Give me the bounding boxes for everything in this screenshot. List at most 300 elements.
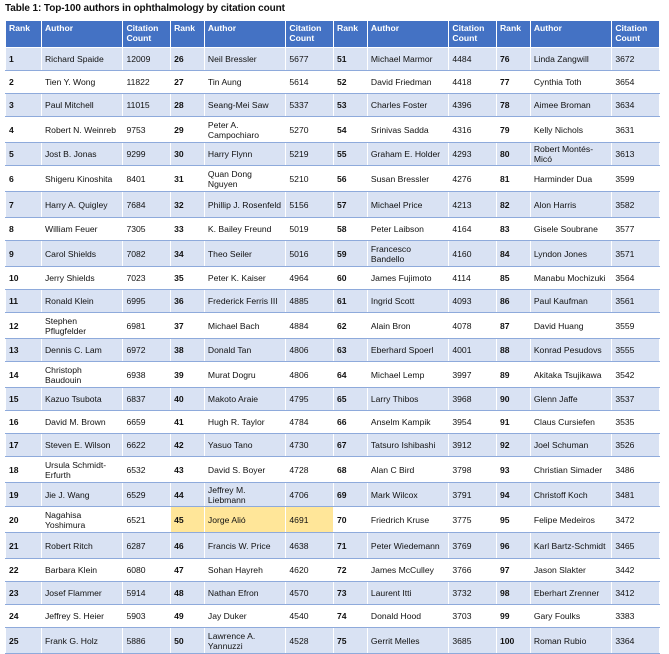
rank-cell: 74 bbox=[334, 605, 368, 628]
table-row bbox=[6, 628, 660, 654]
author-cell: Francis W. Price bbox=[204, 533, 285, 559]
citation-cell: 4001 bbox=[449, 339, 497, 362]
table-row bbox=[6, 192, 660, 218]
rank-cell: 18 bbox=[6, 457, 42, 483]
rank-cell: 62 bbox=[334, 313, 368, 339]
rank-cell: 16 bbox=[6, 411, 42, 434]
rank-cell: 50 bbox=[171, 628, 205, 654]
author-cell: William Feuer bbox=[41, 218, 122, 241]
rank-cell: 48 bbox=[171, 582, 205, 605]
author-cell: Shigeru Kinoshita bbox=[41, 166, 122, 192]
citation-cell: 3571 bbox=[612, 241, 660, 267]
author-cell: Konrad Pesudovs bbox=[530, 339, 611, 362]
author-cell: Manabu Mochizuki bbox=[530, 267, 611, 290]
rank-cell: 85 bbox=[496, 267, 530, 290]
citation-cell: 6532 bbox=[123, 457, 171, 483]
rank-cell: 69 bbox=[334, 483, 368, 507]
rank-cell: 87 bbox=[496, 313, 530, 339]
citation-cell: 4570 bbox=[286, 582, 334, 605]
rank-cell: 45 bbox=[171, 507, 205, 533]
rank-cell: 35 bbox=[171, 267, 205, 290]
author-cell: Christoff Koch bbox=[530, 483, 611, 507]
author-cell: Frank G. Holz bbox=[41, 628, 122, 654]
author-cell: Cynthia Toth bbox=[530, 71, 611, 94]
citation-cell: 3599 bbox=[612, 166, 660, 192]
citation-cell: 4540 bbox=[286, 605, 334, 628]
rank-cell: 79 bbox=[496, 117, 530, 143]
author-cell: Michael Lemp bbox=[367, 362, 448, 388]
table-row bbox=[6, 290, 660, 313]
author-cell: Richard Spaide bbox=[41, 48, 122, 71]
rank-cell: 94 bbox=[496, 483, 530, 507]
citation-cell: 3535 bbox=[612, 411, 660, 434]
rank-cell: 49 bbox=[171, 605, 205, 628]
header-citation: Citation Count bbox=[286, 21, 334, 48]
citation-cell: 5016 bbox=[286, 241, 334, 267]
author-cell: Dennis C. Lam bbox=[41, 339, 122, 362]
author-cell: Friedrich Kruse bbox=[367, 507, 448, 533]
citation-cell: 6659 bbox=[123, 411, 171, 434]
rank-cell: 4 bbox=[6, 117, 42, 143]
author-cell: Carol Shields bbox=[41, 241, 122, 267]
rank-cell: 40 bbox=[171, 388, 205, 411]
rank-cell: 100 bbox=[496, 628, 530, 654]
rank-cell: 84 bbox=[496, 241, 530, 267]
citation-cell: 3383 bbox=[612, 605, 660, 628]
citation-cell: 3954 bbox=[449, 411, 497, 434]
citation-cell: 4806 bbox=[286, 339, 334, 362]
author-cell: Aimee Broman bbox=[530, 94, 611, 117]
author-cell: Michael Bach bbox=[204, 313, 285, 339]
author-cell: Paul Mitchell bbox=[41, 94, 122, 117]
rank-cell: 78 bbox=[496, 94, 530, 117]
author-cell: David Huang bbox=[530, 313, 611, 339]
rank-cell: 17 bbox=[6, 434, 42, 457]
table-row bbox=[6, 411, 660, 434]
author-cell: James McCulley bbox=[367, 559, 448, 582]
citation-cell: 3564 bbox=[612, 267, 660, 290]
citation-cell: 5914 bbox=[123, 582, 171, 605]
table-caption: Table 1: Top-100 authors in ophthalmology by citation count bbox=[5, 3, 285, 14]
rank-cell: 65 bbox=[334, 388, 368, 411]
rank-cell: 95 bbox=[496, 507, 530, 533]
table-body bbox=[6, 48, 660, 654]
citation-cell: 9299 bbox=[123, 143, 171, 166]
author-cell: Jeffrey S. Heier bbox=[41, 605, 122, 628]
citation-cell: 3526 bbox=[612, 434, 660, 457]
citation-cell: 5219 bbox=[286, 143, 334, 166]
header-citation: Citation Count bbox=[612, 21, 660, 48]
citation-cell: 6521 bbox=[123, 507, 171, 533]
author-cell: Michael Marmor bbox=[367, 48, 448, 71]
citation-cell: 5886 bbox=[123, 628, 171, 654]
rank-cell: 99 bbox=[496, 605, 530, 628]
citation-cell: 5903 bbox=[123, 605, 171, 628]
rank-cell: 11 bbox=[6, 290, 42, 313]
author-cell: Peter K. Kaiser bbox=[204, 267, 285, 290]
citation-cell: 3465 bbox=[612, 533, 660, 559]
author-cell: Anselm Kampik bbox=[367, 411, 448, 434]
citation-cell: 3775 bbox=[449, 507, 497, 533]
citation-cell: 3732 bbox=[449, 582, 497, 605]
citation-cell: 4164 bbox=[449, 218, 497, 241]
author-cell: Jay Duker bbox=[204, 605, 285, 628]
rank-cell: 29 bbox=[171, 117, 205, 143]
citation-cell: 5614 bbox=[286, 71, 334, 94]
rank-cell: 9 bbox=[6, 241, 42, 267]
rank-cell: 82 bbox=[496, 192, 530, 218]
rank-cell: 57 bbox=[334, 192, 368, 218]
citation-cell: 7023 bbox=[123, 267, 171, 290]
author-cell: Peter A. Campochiaro bbox=[204, 117, 285, 143]
rank-cell: 28 bbox=[171, 94, 205, 117]
author-cell: Alain Bron bbox=[367, 313, 448, 339]
rank-cell: 12 bbox=[6, 313, 42, 339]
citation-cell: 4728 bbox=[286, 457, 334, 483]
author-cell: Makoto Araie bbox=[204, 388, 285, 411]
citation-cell: 3968 bbox=[449, 388, 497, 411]
rank-cell: 70 bbox=[334, 507, 368, 533]
rank-cell: 66 bbox=[334, 411, 368, 434]
rank-cell: 77 bbox=[496, 71, 530, 94]
table-row bbox=[6, 71, 660, 94]
citation-cell: 4528 bbox=[286, 628, 334, 654]
author-cell: Kelly Nichols bbox=[530, 117, 611, 143]
author-cell: Karl Bartz-Schmidt bbox=[530, 533, 611, 559]
author-cell: Srinivas Sadda bbox=[367, 117, 448, 143]
citation-cell: 4638 bbox=[286, 533, 334, 559]
rank-cell: 43 bbox=[171, 457, 205, 483]
citation-cell: 3364 bbox=[612, 628, 660, 654]
author-cell: Yasuo Tano bbox=[204, 434, 285, 457]
citation-cell: 6972 bbox=[123, 339, 171, 362]
table-row bbox=[6, 143, 660, 166]
rank-cell: 97 bbox=[496, 559, 530, 582]
citation-cell: 4620 bbox=[286, 559, 334, 582]
rank-cell: 34 bbox=[171, 241, 205, 267]
citation-cell: 3997 bbox=[449, 362, 497, 388]
rank-cell: 20 bbox=[6, 507, 42, 533]
author-cell: K. Bailey Freund bbox=[204, 218, 285, 241]
author-cell: Frederick Ferris III bbox=[204, 290, 285, 313]
authors-table bbox=[5, 20, 660, 654]
author-cell: James Fujimoto bbox=[367, 267, 448, 290]
author-cell: Linda Zangwill bbox=[530, 48, 611, 71]
author-cell: David M. Brown bbox=[41, 411, 122, 434]
citation-cell: 4093 bbox=[449, 290, 497, 313]
table-row bbox=[6, 483, 660, 507]
citation-cell: 3542 bbox=[612, 362, 660, 388]
citation-cell: 4484 bbox=[449, 48, 497, 71]
author-cell: Lyndon Jones bbox=[530, 241, 611, 267]
table-row bbox=[6, 241, 660, 267]
rank-cell: 47 bbox=[171, 559, 205, 582]
rank-cell: 53 bbox=[334, 94, 368, 117]
author-cell: David Friedman bbox=[367, 71, 448, 94]
citation-cell: 5210 bbox=[286, 166, 334, 192]
citation-cell: 11015 bbox=[123, 94, 171, 117]
author-cell: Nathan Efron bbox=[204, 582, 285, 605]
rank-cell: 8 bbox=[6, 218, 42, 241]
rank-cell: 59 bbox=[334, 241, 368, 267]
header-rank: Rank bbox=[6, 21, 42, 48]
table-row bbox=[6, 218, 660, 241]
author-cell: Jost B. Jonas bbox=[41, 143, 122, 166]
rank-cell: 98 bbox=[496, 582, 530, 605]
table-row bbox=[6, 362, 660, 388]
author-cell: Jie J. Wang bbox=[41, 483, 122, 507]
rank-cell: 23 bbox=[6, 582, 42, 605]
rank-cell: 2 bbox=[6, 71, 42, 94]
table-row bbox=[6, 166, 660, 192]
author-cell: Akitaka Tsujikawa bbox=[530, 362, 611, 388]
rank-cell: 13 bbox=[6, 339, 42, 362]
citation-cell: 4795 bbox=[286, 388, 334, 411]
citation-cell: 3537 bbox=[612, 388, 660, 411]
rank-cell: 88 bbox=[496, 339, 530, 362]
table-row bbox=[6, 507, 660, 533]
author-cell: Kazuo Tsubota bbox=[41, 388, 122, 411]
rank-cell: 58 bbox=[334, 218, 368, 241]
author-cell: Harry A. Quigley bbox=[41, 192, 122, 218]
header-rank: Rank bbox=[334, 21, 368, 48]
citation-cell: 4964 bbox=[286, 267, 334, 290]
author-cell: Christoph Baudouin bbox=[41, 362, 122, 388]
rank-cell: 26 bbox=[171, 48, 205, 71]
rank-cell: 38 bbox=[171, 339, 205, 362]
author-cell: Stephen Pflugfelder bbox=[41, 313, 122, 339]
citation-cell: 4418 bbox=[449, 71, 497, 94]
rank-cell: 10 bbox=[6, 267, 42, 290]
citation-cell: 5270 bbox=[286, 117, 334, 143]
author-cell: Charles Foster bbox=[367, 94, 448, 117]
author-cell: Lawrence A. Yannuzzi bbox=[204, 628, 285, 654]
citation-cell: 3472 bbox=[612, 507, 660, 533]
rank-cell: 33 bbox=[171, 218, 205, 241]
rank-cell: 61 bbox=[334, 290, 368, 313]
citation-cell: 3703 bbox=[449, 605, 497, 628]
rank-cell: 72 bbox=[334, 559, 368, 582]
rank-cell: 67 bbox=[334, 434, 368, 457]
header-citation: Citation Count bbox=[449, 21, 497, 48]
author-cell: Eberhart Zrenner bbox=[530, 582, 611, 605]
citation-cell: 3798 bbox=[449, 457, 497, 483]
rank-cell: 30 bbox=[171, 143, 205, 166]
citation-cell: 11822 bbox=[123, 71, 171, 94]
rank-cell: 63 bbox=[334, 339, 368, 362]
citation-cell: 3791 bbox=[449, 483, 497, 507]
author-cell: Harminder Dua bbox=[530, 166, 611, 192]
rank-cell: 31 bbox=[171, 166, 205, 192]
citation-cell: 4730 bbox=[286, 434, 334, 457]
citation-cell: 8401 bbox=[123, 166, 171, 192]
header-citation: Citation Count bbox=[123, 21, 171, 48]
rank-cell: 15 bbox=[6, 388, 42, 411]
author-cell: Graham E. Holder bbox=[367, 143, 448, 166]
header-author: Author bbox=[41, 21, 122, 48]
rank-cell: 3 bbox=[6, 94, 42, 117]
citation-cell: 4114 bbox=[449, 267, 497, 290]
citation-cell: 4396 bbox=[449, 94, 497, 117]
citation-cell: 3555 bbox=[612, 339, 660, 362]
rank-cell: 64 bbox=[334, 362, 368, 388]
author-cell: Robert Montés-Micó bbox=[530, 143, 611, 166]
header-author: Author bbox=[204, 21, 285, 48]
author-cell: Peter Wiedemann bbox=[367, 533, 448, 559]
citation-cell: 7305 bbox=[123, 218, 171, 241]
author-cell: Jeffrey M. Liebmann bbox=[204, 483, 285, 507]
rank-cell: 41 bbox=[171, 411, 205, 434]
rank-cell: 73 bbox=[334, 582, 368, 605]
citation-cell: 4160 bbox=[449, 241, 497, 267]
citation-cell: 3634 bbox=[612, 94, 660, 117]
citation-cell: 4316 bbox=[449, 117, 497, 143]
rank-cell: 54 bbox=[334, 117, 368, 143]
citation-cell: 3481 bbox=[612, 483, 660, 507]
author-cell: Jason Slakter bbox=[530, 559, 611, 582]
author-cell: Alan C Bird bbox=[367, 457, 448, 483]
rank-cell: 21 bbox=[6, 533, 42, 559]
header-row bbox=[6, 21, 660, 48]
author-cell: Laurent Itti bbox=[367, 582, 448, 605]
author-cell: Nagahisa Yoshimura bbox=[41, 507, 122, 533]
rank-cell: 68 bbox=[334, 457, 368, 483]
citation-cell: 3577 bbox=[612, 218, 660, 241]
citation-cell: 3672 bbox=[612, 48, 660, 71]
rank-cell: 55 bbox=[334, 143, 368, 166]
author-cell: Felipe Medeiros bbox=[530, 507, 611, 533]
citation-cell: 6938 bbox=[123, 362, 171, 388]
citation-cell: 6287 bbox=[123, 533, 171, 559]
table-row bbox=[6, 533, 660, 559]
rank-cell: 60 bbox=[334, 267, 368, 290]
author-cell: Donald Hood bbox=[367, 605, 448, 628]
citation-cell: 3685 bbox=[449, 628, 497, 654]
citation-cell: 4784 bbox=[286, 411, 334, 434]
rank-cell: 89 bbox=[496, 362, 530, 388]
author-cell: Joel Schuman bbox=[530, 434, 611, 457]
rank-cell: 22 bbox=[6, 559, 42, 582]
author-cell: Jorge Alió bbox=[204, 507, 285, 533]
citation-cell: 6837 bbox=[123, 388, 171, 411]
author-cell: Susan Bressler bbox=[367, 166, 448, 192]
citation-cell: 4706 bbox=[286, 483, 334, 507]
header-author: Author bbox=[367, 21, 448, 48]
rank-cell: 39 bbox=[171, 362, 205, 388]
rank-cell: 91 bbox=[496, 411, 530, 434]
author-cell: Gary Foulks bbox=[530, 605, 611, 628]
author-cell: Theo Seiler bbox=[204, 241, 285, 267]
author-cell: Gisele Soubrane bbox=[530, 218, 611, 241]
citation-cell: 3613 bbox=[612, 143, 660, 166]
author-cell: Tatsuro Ishibashi bbox=[367, 434, 448, 457]
rank-cell: 36 bbox=[171, 290, 205, 313]
citation-cell: 4213 bbox=[449, 192, 497, 218]
table-row bbox=[6, 434, 660, 457]
author-cell: Murat Dogru bbox=[204, 362, 285, 388]
author-cell: Christian Simader bbox=[530, 457, 611, 483]
author-cell: Alon Harris bbox=[530, 192, 611, 218]
header-rank: Rank bbox=[171, 21, 205, 48]
author-cell: Sohan Hayreh bbox=[204, 559, 285, 582]
rank-cell: 96 bbox=[496, 533, 530, 559]
author-cell: Ursula Schmidt-Erfurth bbox=[41, 457, 122, 483]
rank-cell: 76 bbox=[496, 48, 530, 71]
rank-cell: 32 bbox=[171, 192, 205, 218]
rank-cell: 44 bbox=[171, 483, 205, 507]
table-row bbox=[6, 117, 660, 143]
citation-cell: 6080 bbox=[123, 559, 171, 582]
author-cell: Gerrit Melles bbox=[367, 628, 448, 654]
rank-cell: 7 bbox=[6, 192, 42, 218]
citation-cell: 3442 bbox=[612, 559, 660, 582]
author-cell: Robert Ritch bbox=[41, 533, 122, 559]
citation-cell: 5019 bbox=[286, 218, 334, 241]
header-author: Author bbox=[530, 21, 611, 48]
rank-cell: 51 bbox=[334, 48, 368, 71]
citation-cell: 3912 bbox=[449, 434, 497, 457]
citation-cell: 3582 bbox=[612, 192, 660, 218]
header-rank: Rank bbox=[496, 21, 530, 48]
author-cell: Francesco Bandello bbox=[367, 241, 448, 267]
author-cell: Larry Thibos bbox=[367, 388, 448, 411]
table-row bbox=[6, 339, 660, 362]
author-cell: Ronald Klein bbox=[41, 290, 122, 313]
author-cell: Claus Cursiefen bbox=[530, 411, 611, 434]
author-cell: Harry Flynn bbox=[204, 143, 285, 166]
rank-cell: 25 bbox=[6, 628, 42, 654]
citation-cell: 4276 bbox=[449, 166, 497, 192]
citation-cell: 6981 bbox=[123, 313, 171, 339]
author-cell: Steven E. Wilson bbox=[41, 434, 122, 457]
table-row bbox=[6, 605, 660, 628]
author-cell: Michael Price bbox=[367, 192, 448, 218]
citation-cell: 4806 bbox=[286, 362, 334, 388]
rank-cell: 90 bbox=[496, 388, 530, 411]
table-row bbox=[6, 267, 660, 290]
author-cell: Phillip J. Rosenfeld bbox=[204, 192, 285, 218]
author-cell: Quan Dong Nguyen bbox=[204, 166, 285, 192]
citation-cell: 3766 bbox=[449, 559, 497, 582]
rank-cell: 19 bbox=[6, 483, 42, 507]
author-cell: Roman Rubio bbox=[530, 628, 611, 654]
citation-cell: 9753 bbox=[123, 117, 171, 143]
rank-cell: 46 bbox=[171, 533, 205, 559]
rank-cell: 37 bbox=[171, 313, 205, 339]
rank-cell: 83 bbox=[496, 218, 530, 241]
rank-cell: 75 bbox=[334, 628, 368, 654]
citation-cell: 3412 bbox=[612, 582, 660, 605]
table-row bbox=[6, 559, 660, 582]
author-cell: David S. Boyer bbox=[204, 457, 285, 483]
author-cell: Ingrid Scott bbox=[367, 290, 448, 313]
author-cell: Jerry Shields bbox=[41, 267, 122, 290]
table-row bbox=[6, 48, 660, 71]
table-row bbox=[6, 582, 660, 605]
rank-cell: 5 bbox=[6, 143, 42, 166]
citation-cell: 4885 bbox=[286, 290, 334, 313]
citation-cell: 12009 bbox=[123, 48, 171, 71]
citation-cell: 3631 bbox=[612, 117, 660, 143]
rank-cell: 14 bbox=[6, 362, 42, 388]
rank-cell: 56 bbox=[334, 166, 368, 192]
citation-cell: 5337 bbox=[286, 94, 334, 117]
author-cell: Paul Kaufman bbox=[530, 290, 611, 313]
table-row bbox=[6, 388, 660, 411]
rank-cell: 42 bbox=[171, 434, 205, 457]
author-cell: Robert N. Weinreb bbox=[41, 117, 122, 143]
author-cell: Seang-Mei Saw bbox=[204, 94, 285, 117]
